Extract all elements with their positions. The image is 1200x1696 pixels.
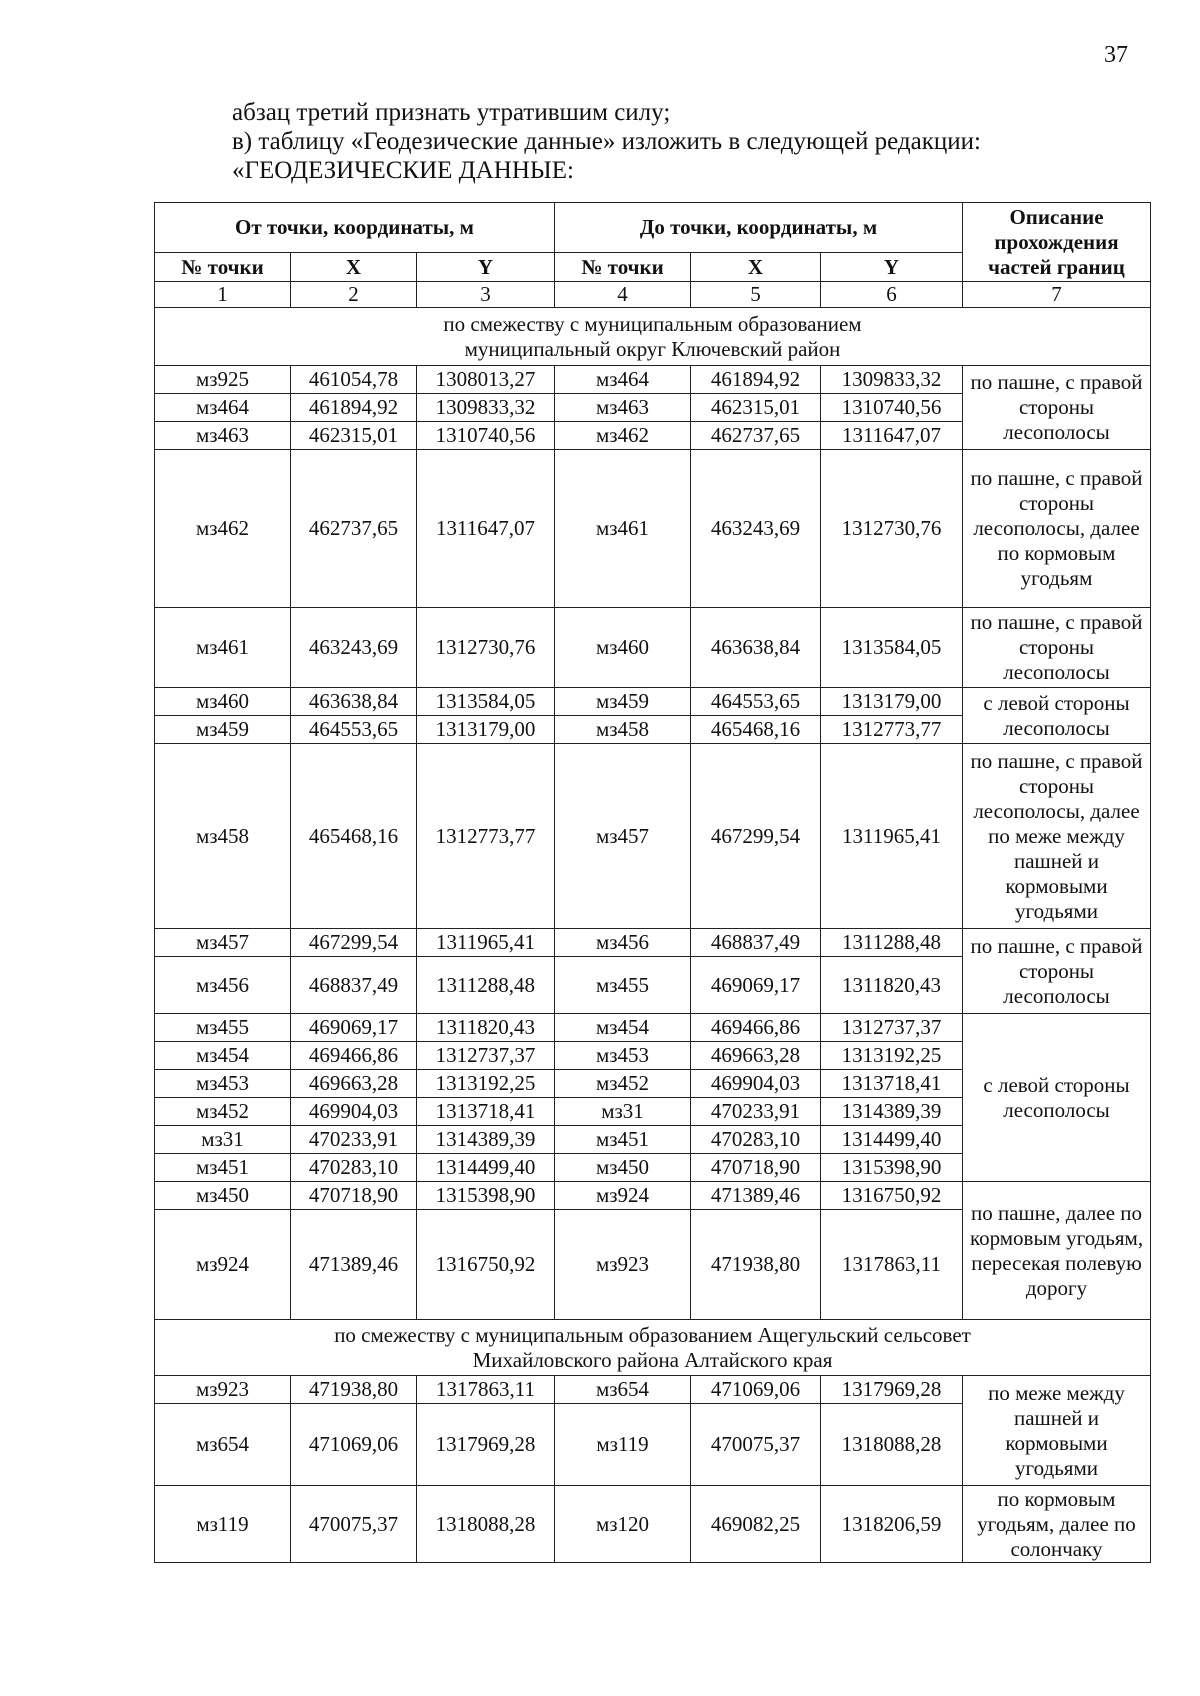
section-heading-line: по смежеству с муниципальным образованием Ащегульский сельсовет: [334, 1322, 971, 1347]
column-number: 4: [555, 282, 691, 308]
from-x-cell: 468837,49: [291, 957, 417, 1014]
table-row: [155, 929, 1151, 957]
from-y-cell: 1308013,27: [417, 366, 555, 394]
to-y-cell: 1311288,48: [821, 929, 963, 957]
to-y-cell: 1311965,41: [821, 744, 963, 929]
from-point-number-cell: мз464: [155, 394, 291, 422]
to-y-cell: 1317863,11: [821, 1210, 963, 1320]
column-number: 2: [291, 282, 417, 308]
to-y-cell: 1313192,25: [821, 1042, 963, 1070]
intro-line: «ГЕОДЕЗИЧЕСКИЕ ДАННЫЕ:: [232, 157, 574, 184]
to-x-cell: 471389,46: [691, 1182, 821, 1210]
description-header: Описание прохождения частей границ: [963, 203, 1151, 282]
from-x-cell: 470718,90: [291, 1182, 417, 1210]
section-heading-line: Михайловского района Алтайского края: [472, 1347, 833, 1372]
to-y-header: Y: [821, 253, 963, 282]
to-point-number-cell: мз924: [555, 1182, 691, 1210]
to-x-cell: 470718,90: [691, 1154, 821, 1182]
from-point-number-cell: мз450: [155, 1182, 291, 1210]
from-y-cell: 1309833,32: [417, 394, 555, 422]
from-y-cell: 1313584,05: [417, 688, 555, 716]
to-point-number-cell: мз458: [555, 716, 691, 744]
from-y-cell: 1317863,11: [417, 1376, 555, 1404]
to-x-cell: 465468,16: [691, 716, 821, 744]
from-point-number-cell: мз451: [155, 1154, 291, 1182]
intro-line: в) таблицу «Геодезические данные» изложить в следующей редакции:: [232, 128, 981, 155]
from-y-cell: 1310740,56: [417, 422, 555, 450]
from-point-number-cell: мз923: [155, 1376, 291, 1404]
from-point-number-cell: мз456: [155, 957, 291, 1014]
from-y-cell: 1311820,43: [417, 1014, 555, 1042]
from-x-cell: 471069,06: [291, 1404, 417, 1486]
table-row: [155, 450, 1151, 608]
to-x-cell: 470233,91: [691, 1098, 821, 1126]
from-y-cell: 1316750,92: [417, 1210, 555, 1320]
to-y-cell: 1318206,59: [821, 1486, 963, 1563]
intro-text: [232, 98, 981, 185]
from-x-cell: 471938,80: [291, 1376, 417, 1404]
to-y-cell: 1309833,32: [821, 366, 963, 394]
section-heading: [155, 1320, 1151, 1376]
to-y-cell: 1315398,90: [821, 1154, 963, 1182]
from-x-cell: 461054,78: [291, 366, 417, 394]
to-y-cell: 1318088,28: [821, 1404, 963, 1486]
from-point-header: От точки, координаты, м: [155, 203, 555, 253]
to-point-number-cell: мз119: [555, 1404, 691, 1486]
to-point-number-cell: мз462: [555, 422, 691, 450]
to-y-cell: 1312737,37: [821, 1014, 963, 1042]
to-y-cell: 1312730,76: [821, 450, 963, 608]
from-point-number-cell: мз925: [155, 366, 291, 394]
column-number: 3: [417, 282, 555, 308]
column-number: 7: [963, 282, 1151, 308]
to-point-number-cell: мз120: [555, 1486, 691, 1563]
table-row: [155, 688, 1151, 716]
to-point-number-cell: мз464: [555, 366, 691, 394]
boundary-description-cell: по пашне, с правой стороны лесополосы: [963, 929, 1151, 1014]
from-x-cell: 471389,46: [291, 1210, 417, 1320]
from-x-cell: 465468,16: [291, 744, 417, 929]
from-point-number-cell: мз452: [155, 1098, 291, 1126]
to-x-cell: 462737,65: [691, 422, 821, 450]
to-x-cell: 471069,06: [691, 1376, 821, 1404]
table-row: [155, 1182, 1151, 1210]
from-point-number-cell: мз453: [155, 1070, 291, 1098]
boundary-description-cell: с левой стороны лесополосы: [963, 1014, 1151, 1182]
to-point-number-cell: мз31: [555, 1098, 691, 1126]
to-x-cell: 469904,03: [691, 1070, 821, 1098]
to-point-header: До точки, координаты, м: [555, 203, 963, 253]
to-y-cell: 1313718,41: [821, 1070, 963, 1098]
to-point-number-cell: мз457: [555, 744, 691, 929]
from-y-cell: 1317969,28: [417, 1404, 555, 1486]
to-point-number-cell: мз654: [555, 1376, 691, 1404]
from-point-number-header: № точки: [155, 253, 291, 282]
to-x-cell: 469663,28: [691, 1042, 821, 1070]
to-x-cell: 467299,54: [691, 744, 821, 929]
to-x-cell: 463638,84: [691, 608, 821, 688]
from-y-cell: 1313192,25: [417, 1070, 555, 1098]
from-point-number-cell: мз457: [155, 929, 291, 957]
from-x-cell: 470075,37: [291, 1486, 417, 1563]
from-x-cell: 469663,28: [291, 1070, 417, 1098]
to-point-number-cell: мз454: [555, 1014, 691, 1042]
from-y-cell: 1314499,40: [417, 1154, 555, 1182]
from-point-number-cell: мз454: [155, 1042, 291, 1070]
page-number: 37: [1104, 42, 1128, 68]
column-number: 1: [155, 282, 291, 308]
intro-line: абзац третий признать утратившим силу;: [232, 99, 671, 126]
from-y-cell: 1311288,48: [417, 957, 555, 1014]
from-point-number-cell: мз463: [155, 422, 291, 450]
from-point-number-cell: мз654: [155, 1404, 291, 1486]
table-row: [155, 744, 1151, 929]
from-x-cell: 462315,01: [291, 422, 417, 450]
table-row: [155, 1376, 1151, 1404]
to-point-number-cell: мз456: [555, 929, 691, 957]
from-x-cell: 469466,86: [291, 1042, 417, 1070]
to-point-number-cell: мз452: [555, 1070, 691, 1098]
boundary-description-cell: по пашне, с правой стороны лесополосы: [963, 608, 1151, 688]
from-point-number-cell: мз460: [155, 688, 291, 716]
boundary-description-cell: по кормовым угодьям, далее по солончаку: [963, 1486, 1151, 1563]
to-point-number-cell: мз461: [555, 450, 691, 608]
from-x-cell: 463638,84: [291, 688, 417, 716]
from-x-cell: 470283,10: [291, 1154, 417, 1182]
from-y-cell: 1313718,41: [417, 1098, 555, 1126]
boundary-description-cell: по меже между пашней и кормовыми угодьями: [963, 1376, 1151, 1486]
to-y-cell: 1317969,28: [821, 1376, 963, 1404]
to-y-cell: 1314499,40: [821, 1126, 963, 1154]
to-y-cell: 1311820,43: [821, 957, 963, 1014]
from-y-cell: 1312773,77: [417, 744, 555, 929]
to-x-cell: 464553,65: [691, 688, 821, 716]
to-y-cell: 1316750,92: [821, 1182, 963, 1210]
from-point-number-cell: мз458: [155, 744, 291, 929]
from-x-cell: 464553,65: [291, 716, 417, 744]
to-point-number-cell: мз455: [555, 957, 691, 1014]
to-x-cell: 461894,92: [691, 366, 821, 394]
from-x-header: X: [291, 253, 417, 282]
from-x-cell: 461894,92: [291, 394, 417, 422]
boundary-description-cell: по пашне, далее по кормовым угодьям, пересекая полевую дорогу: [963, 1182, 1151, 1320]
column-number: 5: [691, 282, 821, 308]
from-point-number-cell: мз455: [155, 1014, 291, 1042]
from-point-number-cell: мз31: [155, 1126, 291, 1154]
from-x-cell: 462737,65: [291, 450, 417, 608]
to-point-number-cell: мз453: [555, 1042, 691, 1070]
to-x-cell: 468837,49: [691, 929, 821, 957]
to-x-header: X: [691, 253, 821, 282]
to-x-cell: 462315,01: [691, 394, 821, 422]
to-point-number-cell: мз460: [555, 608, 691, 688]
to-y-cell: 1313584,05: [821, 608, 963, 688]
from-y-cell: 1313179,00: [417, 716, 555, 744]
boundary-description-cell: по пашне, с правой стороны лесополосы: [963, 366, 1151, 450]
from-point-number-cell: мз924: [155, 1210, 291, 1320]
section-heading: по смежеству с муниципальным образованием муниципальный округ Ключевский район: [155, 308, 1151, 366]
to-point-number-cell: мз923: [555, 1210, 691, 1320]
from-point-number-cell: мз462: [155, 450, 291, 608]
to-x-cell: 471938,80: [691, 1210, 821, 1320]
from-y-header: Y: [417, 253, 555, 282]
boundary-description-cell: по пашне, с правой стороны лесополосы, далее по кормовым угодьям: [963, 450, 1151, 608]
from-y-cell: 1315398,90: [417, 1182, 555, 1210]
boundary-description-cell: с левой стороны лесополосы: [963, 688, 1151, 744]
to-x-cell: 470075,37: [691, 1404, 821, 1486]
from-x-cell: 469069,17: [291, 1014, 417, 1042]
to-point-number-cell: мз450: [555, 1154, 691, 1182]
from-y-cell: 1312737,37: [417, 1042, 555, 1070]
to-x-cell: 469082,25: [691, 1486, 821, 1563]
to-x-cell: 463243,69: [691, 450, 821, 608]
to-x-cell: 469069,17: [691, 957, 821, 1014]
from-y-cell: 1311965,41: [417, 929, 555, 957]
to-y-cell: 1313179,00: [821, 688, 963, 716]
from-y-cell: 1314389,39: [417, 1126, 555, 1154]
to-point-number-header: № точки: [555, 253, 691, 282]
to-point-number-cell: мз451: [555, 1126, 691, 1154]
from-x-cell: 470233,91: [291, 1126, 417, 1154]
from-y-cell: 1312730,76: [417, 608, 555, 688]
from-x-cell: 469904,03: [291, 1098, 417, 1126]
to-y-cell: 1312773,77: [821, 716, 963, 744]
from-x-cell: 463243,69: [291, 608, 417, 688]
to-x-cell: 470283,10: [691, 1126, 821, 1154]
column-number: 6: [821, 282, 963, 308]
to-y-cell: 1310740,56: [821, 394, 963, 422]
to-x-cell: 469466,86: [691, 1014, 821, 1042]
from-point-number-cell: мз459: [155, 716, 291, 744]
table-row: [155, 1014, 1151, 1042]
from-point-number-cell: мз119: [155, 1486, 291, 1563]
boundary-description-cell: по пашне, с правой стороны лесополосы, далее по меже между пашней и кормовыми угодьями: [963, 744, 1151, 929]
table-row: [155, 1486, 1151, 1563]
from-y-cell: 1318088,28: [417, 1486, 555, 1563]
to-y-cell: 1311647,07: [821, 422, 963, 450]
to-y-cell: 1314389,39: [821, 1098, 963, 1126]
geodetic-data-table: [154, 202, 1151, 1563]
from-x-cell: 467299,54: [291, 929, 417, 957]
table-row: [155, 366, 1151, 394]
from-y-cell: 1311647,07: [417, 450, 555, 608]
table-row: [155, 608, 1151, 688]
to-point-number-cell: мз459: [555, 688, 691, 716]
to-point-number-cell: мз463: [555, 394, 691, 422]
from-point-number-cell: мз461: [155, 608, 291, 688]
column-numbers-row: [155, 282, 1151, 308]
